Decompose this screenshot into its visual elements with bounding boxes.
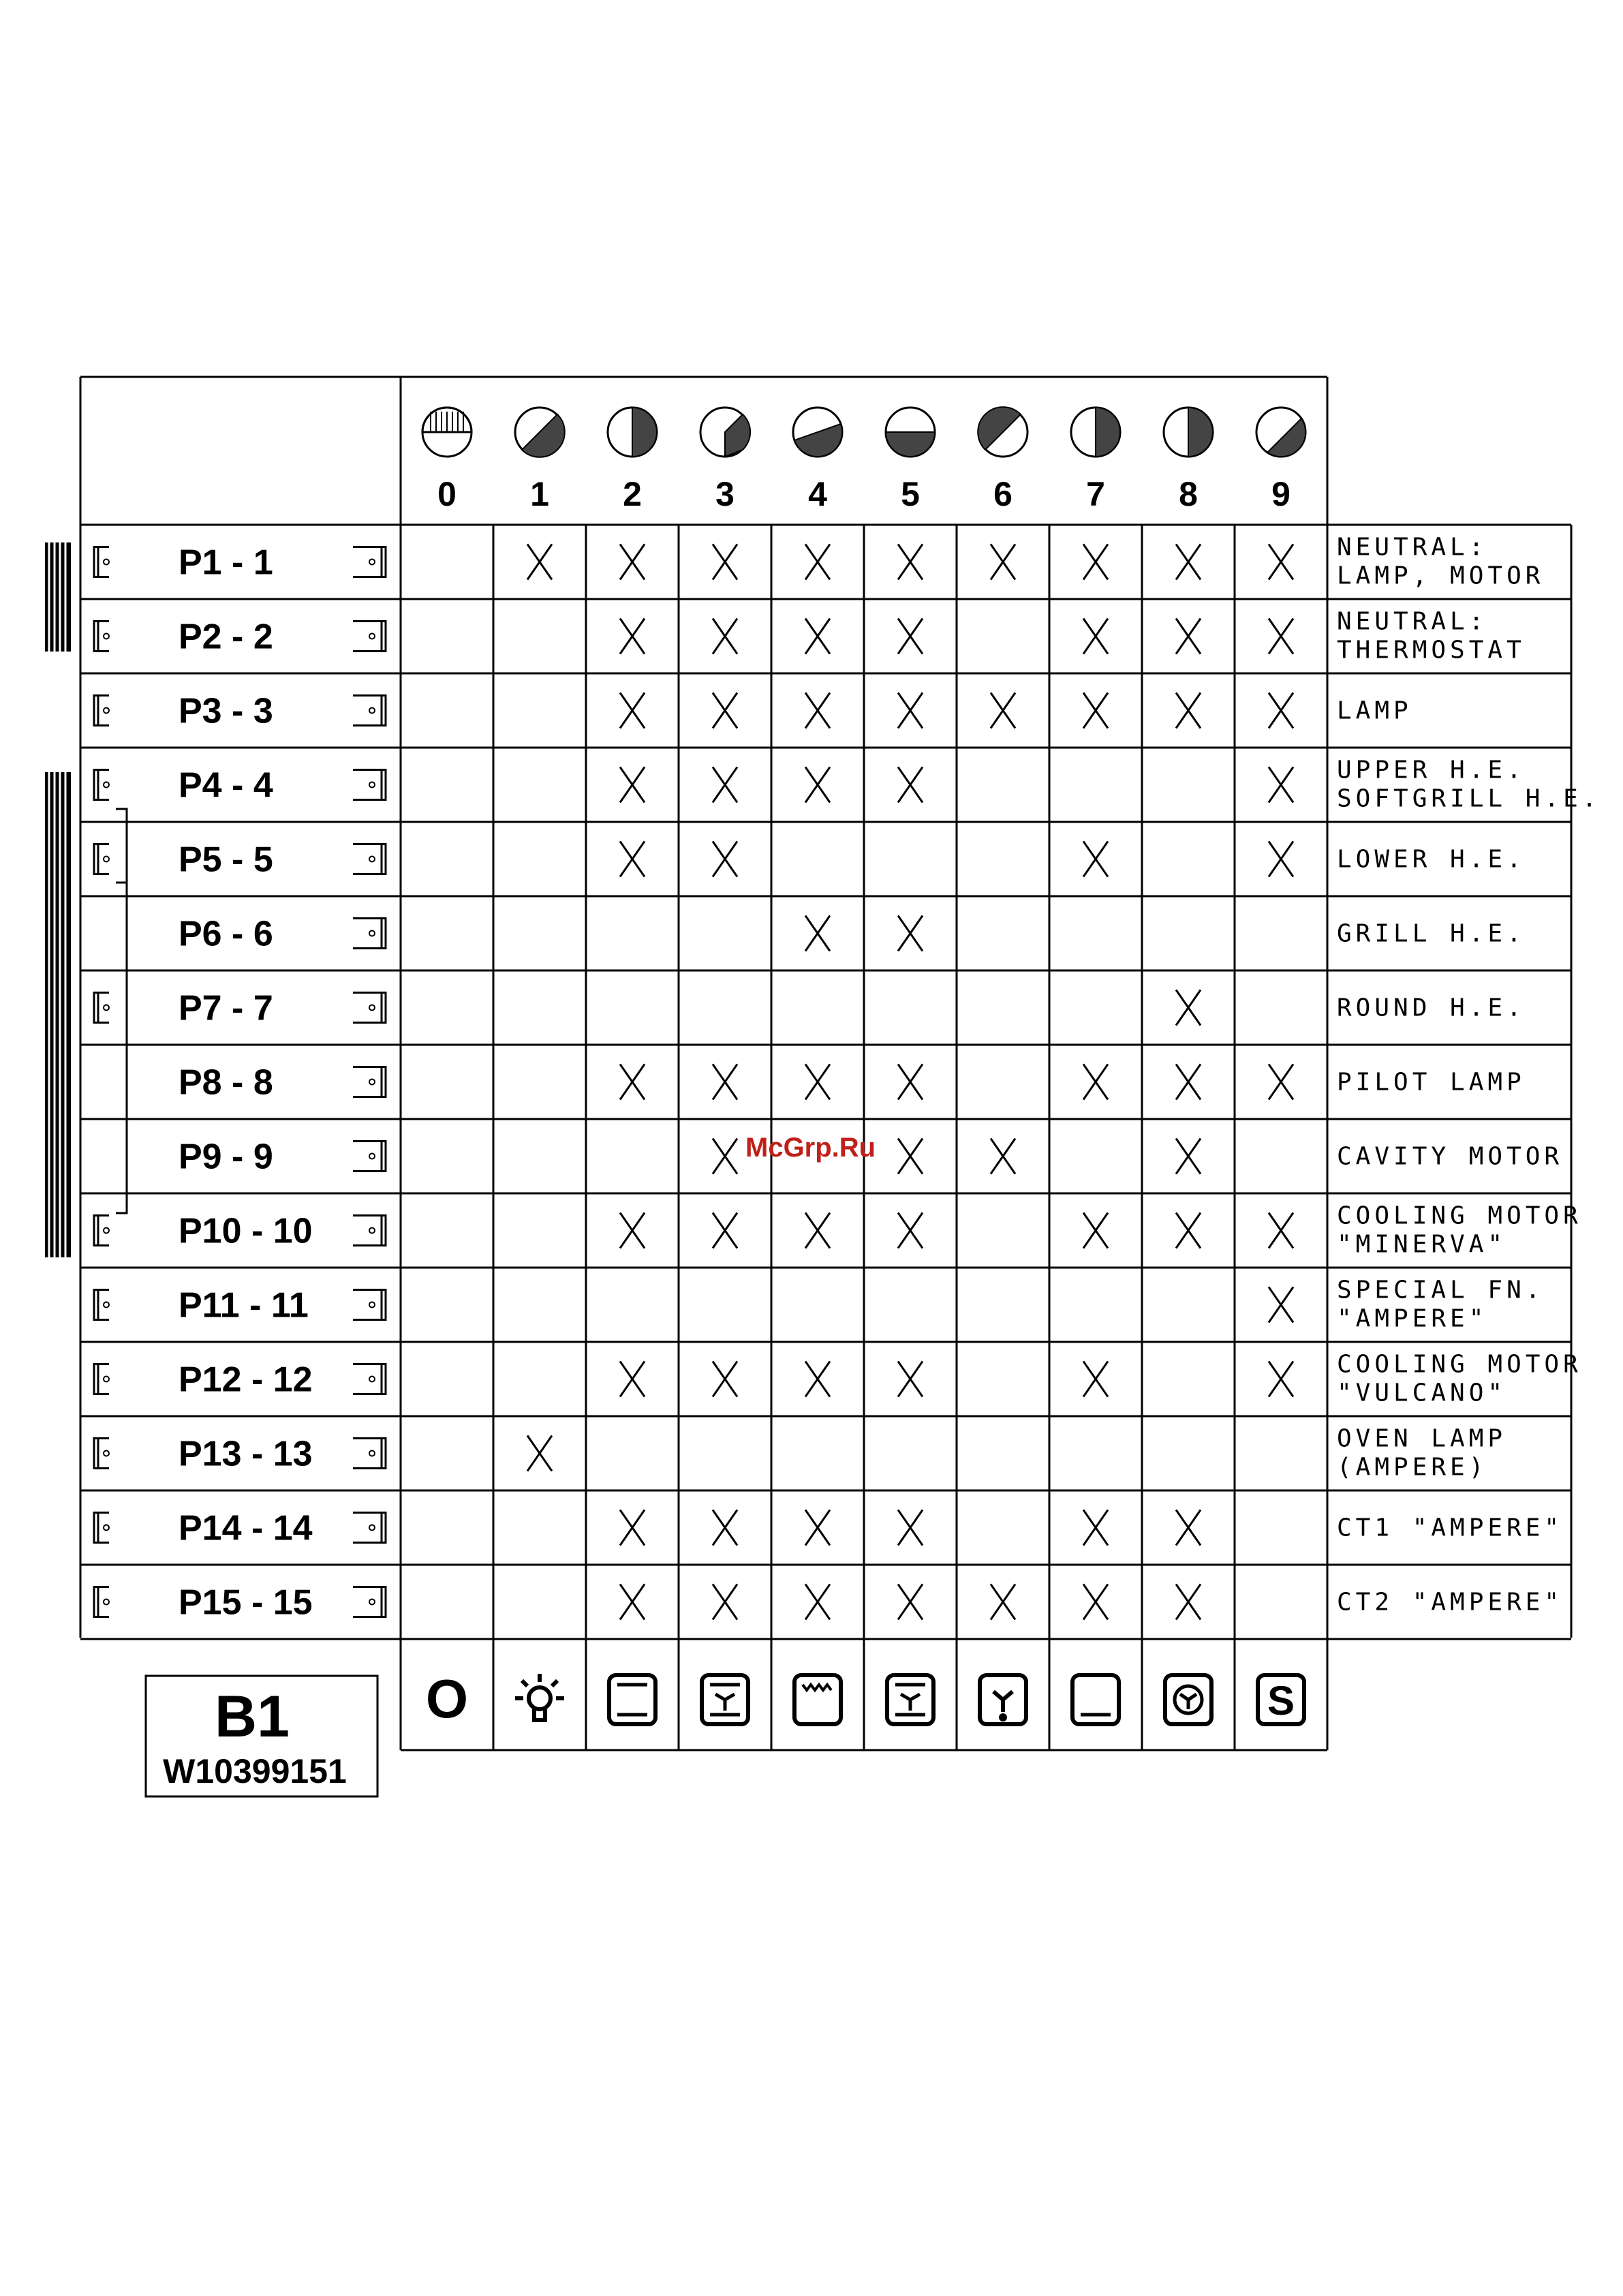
terminal-left-icon xyxy=(94,770,109,800)
pin-label: P2 - 2 xyxy=(179,617,273,657)
grill-icon xyxy=(794,1675,841,1724)
fan-grill-icon xyxy=(702,1675,748,1724)
position-dial-icon xyxy=(886,408,935,457)
pin-row xyxy=(94,756,1601,813)
row-description: COOLING MOTOR xyxy=(1337,1201,1582,1230)
contact-mark xyxy=(898,693,923,729)
position-dial-icon xyxy=(608,408,657,457)
contact-mark xyxy=(1176,1139,1201,1174)
contact-mark xyxy=(805,693,830,729)
terminal-left-icon xyxy=(94,696,109,726)
pin-label: P9 - 9 xyxy=(179,1137,273,1177)
contact-mark xyxy=(898,767,923,803)
position-number: 3 xyxy=(715,475,735,513)
contact-mark xyxy=(1176,545,1201,580)
pin-label: P8 - 8 xyxy=(179,1062,273,1103)
contact-mark xyxy=(898,1510,923,1546)
pin-label: P7 - 7 xyxy=(179,988,273,1028)
pin-row xyxy=(94,1425,1506,1482)
contact-mark xyxy=(1083,1213,1108,1249)
contact-mark xyxy=(1269,545,1293,580)
contact-mark xyxy=(1083,619,1108,654)
pin-label: P14 - 14 xyxy=(179,1508,313,1548)
pin-label: P15 - 15 xyxy=(179,1582,313,1623)
contact-mark xyxy=(1176,693,1201,729)
position-number: 2 xyxy=(623,475,642,513)
contact-mark xyxy=(1083,1065,1108,1100)
contact-mark xyxy=(898,545,923,580)
row-description: NEUTRAL: xyxy=(1337,533,1488,562)
row-description: GRILL H.E. xyxy=(1337,919,1526,948)
row-description: CAVITY MOTOR xyxy=(1337,1142,1564,1171)
terminal-left-icon xyxy=(94,547,109,577)
row-description: OVEN LAMP xyxy=(1337,1424,1507,1453)
pin-label: P10 - 10 xyxy=(179,1211,313,1251)
row-description: ROUND H.E. xyxy=(1337,994,1526,1022)
contact-mark xyxy=(898,1139,923,1174)
contact-mark xyxy=(898,1065,923,1100)
contact-mark xyxy=(1269,842,1293,877)
row-description: UPPER H.E. xyxy=(1337,756,1526,784)
position-number: 9 xyxy=(1271,475,1290,513)
contact-mark xyxy=(898,1585,923,1620)
contact-mark xyxy=(713,842,737,877)
lamp-icon xyxy=(515,1674,564,1720)
position-number: 6 xyxy=(993,475,1013,513)
contact-mark xyxy=(1083,842,1108,877)
row-description: THERMOSTAT xyxy=(1337,636,1526,664)
contact-mark xyxy=(713,1362,737,1397)
contact-mark xyxy=(805,916,830,951)
row-description: CT1 "AMPERE" xyxy=(1337,1514,1564,1542)
bottom-heat-icon xyxy=(1072,1675,1119,1724)
contact-mark xyxy=(1083,1510,1108,1546)
pin-label: P4 - 4 xyxy=(179,765,273,806)
position-number: 0 xyxy=(437,475,457,513)
contact-mark xyxy=(620,1585,645,1620)
connector-strip-top xyxy=(45,542,71,652)
position-dial-icon xyxy=(1071,408,1120,457)
row-description: NEUTRAL: xyxy=(1337,607,1488,636)
position-number: 4 xyxy=(808,475,827,513)
position-dials xyxy=(422,407,1305,457)
contact-mark xyxy=(1176,1510,1201,1546)
row-description: (AMPERE) xyxy=(1337,1453,1488,1482)
contact-mark xyxy=(620,693,645,729)
contact-mark xyxy=(527,545,552,580)
contact-mark xyxy=(1176,1585,1201,1620)
part-number: W10399151 xyxy=(163,1752,347,1790)
contact-mark xyxy=(1269,619,1293,654)
top-bottom-heat-icon xyxy=(609,1675,655,1724)
contact-mark xyxy=(898,916,923,951)
pin-row xyxy=(94,1509,1563,1548)
contact-mark xyxy=(898,619,923,654)
contact-mark xyxy=(620,1510,645,1546)
pin-label: P13 - 13 xyxy=(179,1434,313,1474)
contact-mark xyxy=(713,693,737,729)
pin-row xyxy=(94,1202,1582,1259)
pin-row xyxy=(94,608,1526,664)
position-dial-icon xyxy=(978,407,1027,457)
contact-mark xyxy=(1269,767,1293,803)
terminal-left-icon xyxy=(94,1439,109,1469)
contact-mark xyxy=(991,545,1015,580)
pin-label: P6 - 6 xyxy=(179,914,273,954)
contact-mark xyxy=(805,619,830,654)
contact-mark xyxy=(1176,619,1201,654)
position-dial-icon xyxy=(515,408,565,457)
pin-rows xyxy=(94,534,1601,1623)
row-description: PILOT LAMP xyxy=(1337,1068,1526,1097)
off-icon xyxy=(426,1668,468,1729)
pin-row xyxy=(179,915,1526,954)
position-numbers xyxy=(437,475,1290,513)
contact-mark xyxy=(527,1436,552,1471)
contact-mark xyxy=(713,1585,737,1620)
contact-mark xyxy=(1083,1362,1108,1397)
watermark: McGrp.Ru xyxy=(745,1133,876,1163)
part-label-title: B1 xyxy=(215,1684,290,1749)
contact-mark xyxy=(620,619,645,654)
special-function-icon xyxy=(1258,1675,1304,1724)
pin-row xyxy=(94,1583,1563,1623)
contact-mark xyxy=(713,1213,737,1249)
contact-mark xyxy=(1269,693,1293,729)
terminal-left-icon xyxy=(94,1364,109,1394)
terminal-left-icon xyxy=(94,622,109,652)
contact-mark xyxy=(713,1510,737,1546)
terminal-left-icon xyxy=(94,1587,109,1617)
contact-mark xyxy=(620,767,645,803)
pin-label: P3 - 3 xyxy=(179,691,273,731)
convection-fan-icon xyxy=(1165,1675,1211,1724)
contact-mark xyxy=(620,1362,645,1397)
contact-mark xyxy=(898,1213,923,1249)
pin-row xyxy=(94,989,1526,1028)
position-number: 8 xyxy=(1179,475,1198,513)
jumper-wire xyxy=(116,809,127,1213)
fan-defrost-icon xyxy=(980,1675,1026,1724)
contact-mark xyxy=(1269,1362,1293,1397)
contact-mark xyxy=(805,1362,830,1397)
contact-mark xyxy=(713,545,737,580)
contact-mark xyxy=(1176,1213,1201,1249)
contact-mark xyxy=(991,693,1015,729)
pin-label: P12 - 12 xyxy=(179,1360,313,1400)
terminal-left-icon xyxy=(94,1216,109,1246)
contact-mark xyxy=(805,767,830,803)
position-number: 7 xyxy=(1086,475,1105,513)
row-description: "VULCANO" xyxy=(1337,1379,1507,1407)
contact-mark xyxy=(713,619,737,654)
contact-mark xyxy=(620,842,645,877)
terminal-left-icon xyxy=(94,1513,109,1543)
terminal-left-icon xyxy=(94,993,109,1023)
position-dial-icon xyxy=(1256,408,1305,457)
pin-label: P1 - 1 xyxy=(179,542,273,583)
contact-mark xyxy=(1269,1287,1293,1323)
contact-mark xyxy=(713,1139,737,1174)
contact-mark xyxy=(620,545,645,580)
row-description: "AMPERE" xyxy=(1337,1304,1488,1333)
row-description: CT2 "AMPERE" xyxy=(1337,1588,1564,1617)
position-number: 1 xyxy=(530,475,549,513)
contact-mark xyxy=(1176,1065,1201,1100)
contact-mark xyxy=(991,1585,1015,1620)
contact-mark xyxy=(991,1139,1015,1174)
contact-mark xyxy=(805,1213,830,1249)
contact-mark xyxy=(1083,545,1108,580)
position-dial-icon xyxy=(793,408,842,457)
contact-mark xyxy=(620,1065,645,1100)
contact-mark xyxy=(1176,990,1201,1026)
position-dial-icon xyxy=(1164,408,1213,457)
pin-row xyxy=(179,1063,1526,1103)
pin-label: P5 - 5 xyxy=(179,840,273,880)
terminal-left-icon xyxy=(94,844,109,874)
contact-mark xyxy=(805,1065,830,1100)
contact-mark xyxy=(1083,1585,1108,1620)
contact-mark xyxy=(1269,1213,1293,1249)
contact-mark xyxy=(1269,1065,1293,1100)
contact-mark xyxy=(1083,693,1108,729)
svg-text:O: O xyxy=(425,1668,469,1729)
row-description: LAMP, MOTOR xyxy=(1337,562,1545,590)
contact-mark xyxy=(713,767,737,803)
row-description: SPECIAL FN. xyxy=(1337,1276,1545,1304)
pin-label: P11 - 11 xyxy=(179,1285,309,1326)
row-description: LOWER H.E. xyxy=(1337,845,1526,874)
part-label xyxy=(146,1676,377,1796)
row-description: "MINERVA" xyxy=(1337,1230,1507,1259)
row-description: LAMP xyxy=(1337,697,1412,725)
svg-text:S: S xyxy=(1267,1678,1295,1724)
terminal-left-icon xyxy=(94,1290,109,1320)
pin-row xyxy=(94,1351,1582,1407)
connector-strip-bottom xyxy=(45,772,71,1257)
pin-row xyxy=(94,840,1526,880)
position-number: 5 xyxy=(901,475,920,513)
position-dial-icon xyxy=(422,408,472,457)
row-description: COOLING MOTOR xyxy=(1337,1350,1582,1379)
contact-mark xyxy=(713,1065,737,1100)
pin-row xyxy=(94,692,1412,731)
position-dial-icon xyxy=(700,408,750,457)
fan-assisted-grill-icon xyxy=(887,1675,933,1724)
contact-mark xyxy=(805,1585,830,1620)
contact-mark xyxy=(620,1213,645,1249)
contact-mark xyxy=(805,1510,830,1546)
contact-mark xyxy=(805,545,830,580)
contact-mark xyxy=(898,1362,923,1397)
row-description: SOFTGRILL H.E. xyxy=(1337,784,1601,813)
